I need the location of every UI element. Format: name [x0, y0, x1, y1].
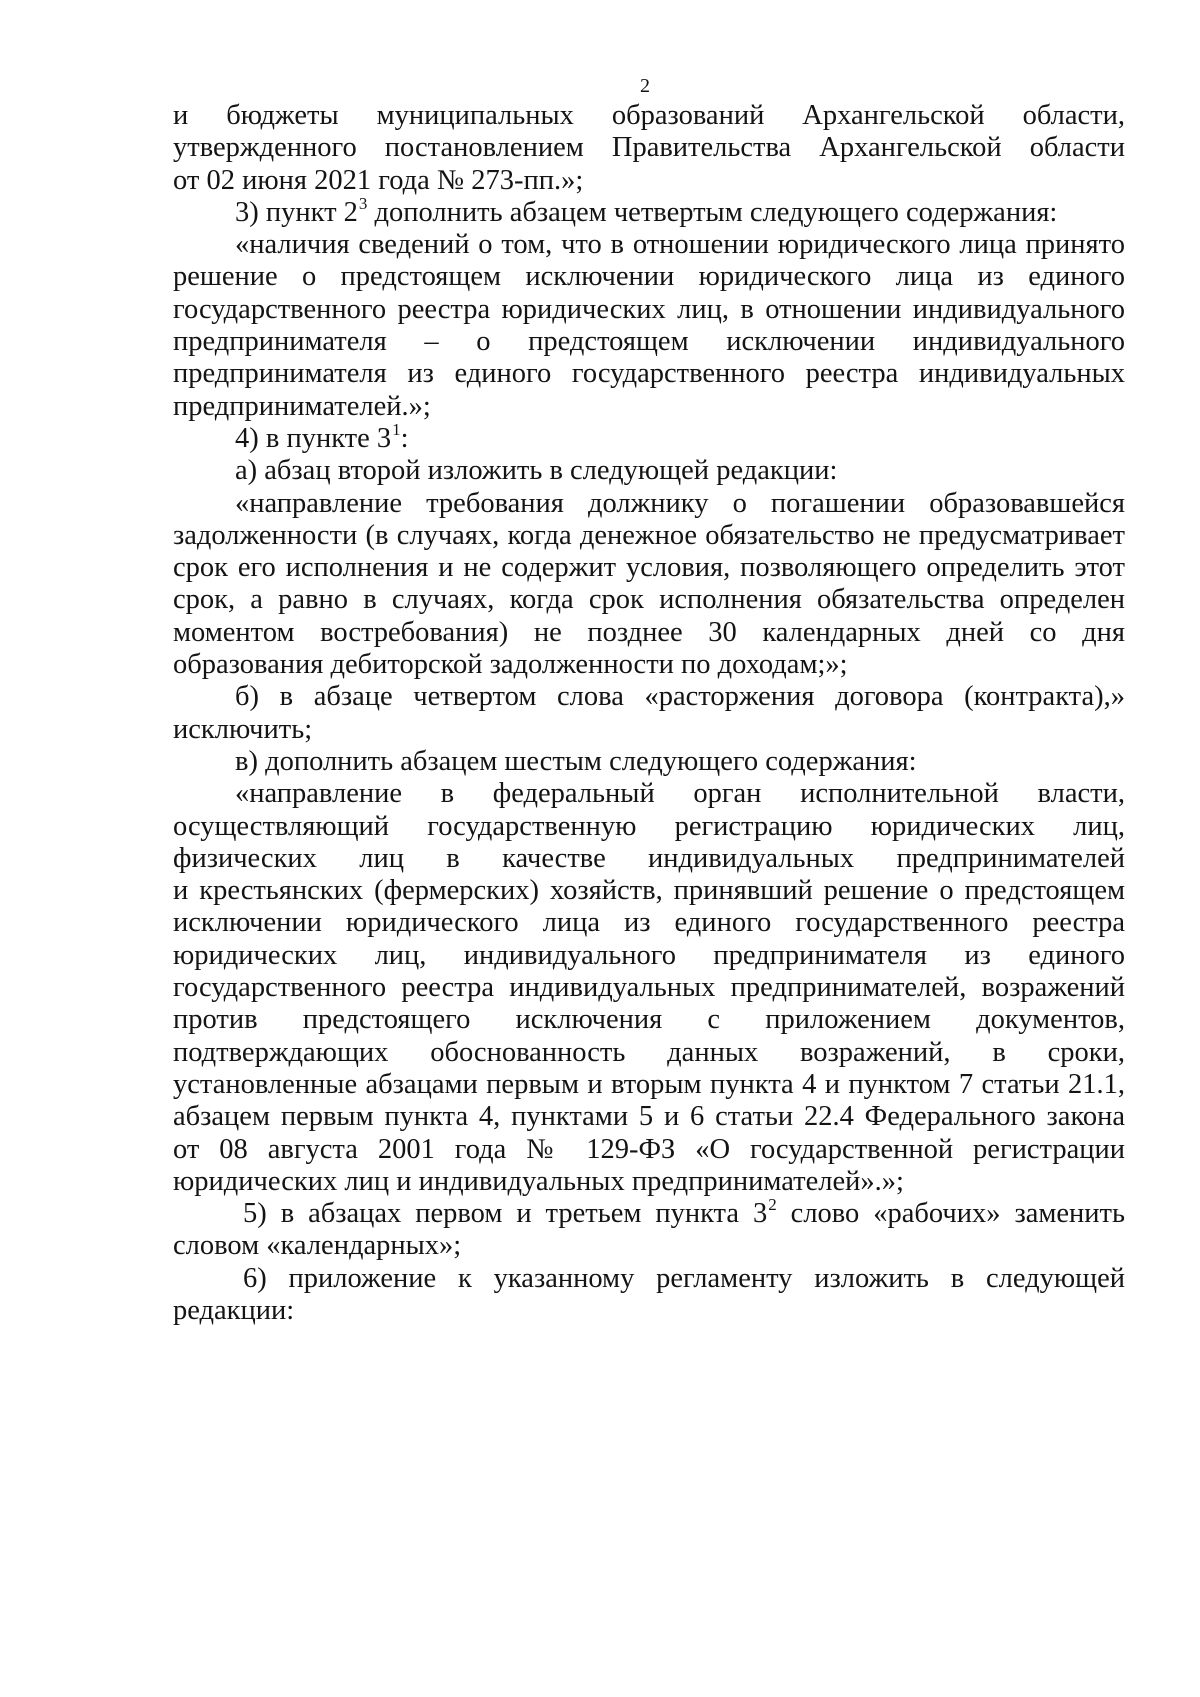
text-line: а) абзац второй изложить в следующей редакции:: [235, 455, 838, 487]
text-fragment: слово «рабочих» заменить: [776, 1198, 1125, 1230]
text-line: б) в абзаце четвертом слова «расторжения договора (контракта),»: [235, 681, 1125, 713]
text-line: исключить;: [173, 713, 313, 745]
text-line: государственного реестра юридических лиц, в отношении индивидуального: [173, 293, 1125, 325]
text-line: «направление требования должнику о погашении образовавшейся: [235, 487, 1125, 519]
text-line: юридических лиц, индивидуального предпринимателя из единого: [173, 939, 1125, 971]
text-line: осуществляющий государственную регистрацию юридических лиц,: [173, 810, 1125, 842]
text-line: предпринимателей.»;: [173, 390, 431, 422]
text-line: утвержденного постановлением Правительства Архангельской области: [173, 132, 1125, 164]
text-line: от 08 августа 2001 года № 129-ФЗ «О государственной регистрации: [173, 1133, 1125, 1165]
text-line: задолженности (в случаях, когда денежное обязательство не предусматривает: [173, 519, 1125, 551]
text-line: словом «календарных»;: [173, 1230, 462, 1262]
text-line: в) дополнить абзацем шестым следующего содержания:: [235, 745, 917, 777]
text-line: предпринимателя – о предстоящем исключении индивидуального: [173, 326, 1125, 358]
superscript: 2: [768, 1195, 777, 1215]
text-fragment: 5) в абзацах первом и третьем пункта 3: [243, 1198, 768, 1230]
text-line: моментом востребования) не позднее 30 календарных дней со дня: [173, 616, 1125, 648]
text-line: от 02 июня 2021 года № 273-пп.»;: [173, 164, 584, 196]
text-line: и крестьянских (фермерских) хозяйств, принявший решение о предстоящем: [173, 875, 1125, 907]
text-fragment: 4) в пункте 3: [235, 422, 392, 454]
text-line: установленные абзацами первым и вторым пункта 4 и пунктом 7 статьи 21.1,: [173, 1068, 1125, 1100]
text-line: срок, а равно в случаях, когда срок исполнения обязательства определен: [173, 584, 1125, 616]
document-body: [173, 100, 1125, 1327]
text-line: «направление в федеральный орган исполнительной власти,: [235, 778, 1125, 810]
text-line: решение о предстоящем исключении юридического лица из единого: [173, 261, 1125, 293]
superscript: 3: [358, 193, 368, 213]
text-line: государственного реестра индивидуальных предпринимателей, возражений: [173, 972, 1125, 1004]
text-line: против предстоящего исключения с приложением документов,: [173, 1004, 1125, 1036]
text-line: редакции:: [173, 1294, 295, 1326]
text-line: срок его исполнения и не содержит условия, позволяющего определить этот: [173, 552, 1125, 584]
text-line: [173, 1195, 1125, 1230]
text-line: абзацем первым пункта 4, пунктами 5 и 6 статьи 22.4 Федерального закона: [173, 1101, 1125, 1133]
text-line: «наличия сведений о том, что в отношении юридического лица принято: [235, 229, 1125, 261]
superscript: 1: [392, 419, 401, 439]
text-line: исключении юридического лица из единого государственного реестра: [173, 907, 1125, 939]
text-line: подтверждающих обоснованность данных возражений, в сроки,: [173, 1036, 1125, 1068]
text-line: [173, 419, 1125, 455]
text-line: образования дебиторской задолженности по доходам;»;: [173, 649, 848, 681]
text-line: 6) приложение к указанному регламенту изложить в следующей: [243, 1262, 1125, 1294]
text-fragment: 3) пункт 2: [235, 196, 358, 228]
text-fragment: :: [400, 422, 409, 454]
text-line: предпринимателя из единого государственного реестра индивидуальных: [173, 358, 1125, 390]
text-line: и бюджеты муниципальных образований Архангельской области,: [173, 100, 1125, 131]
text-fragment: дополнить абзацем четвертым следующего содержания:: [367, 196, 1058, 228]
text-line: физических лиц в качестве индивидуальных предпринимателей: [173, 842, 1125, 874]
text-line: юридических лиц и индивидуальных предпринимателей».»;: [173, 1165, 904, 1197]
page-number: 2: [640, 75, 650, 97]
text-line: [173, 193, 1125, 229]
